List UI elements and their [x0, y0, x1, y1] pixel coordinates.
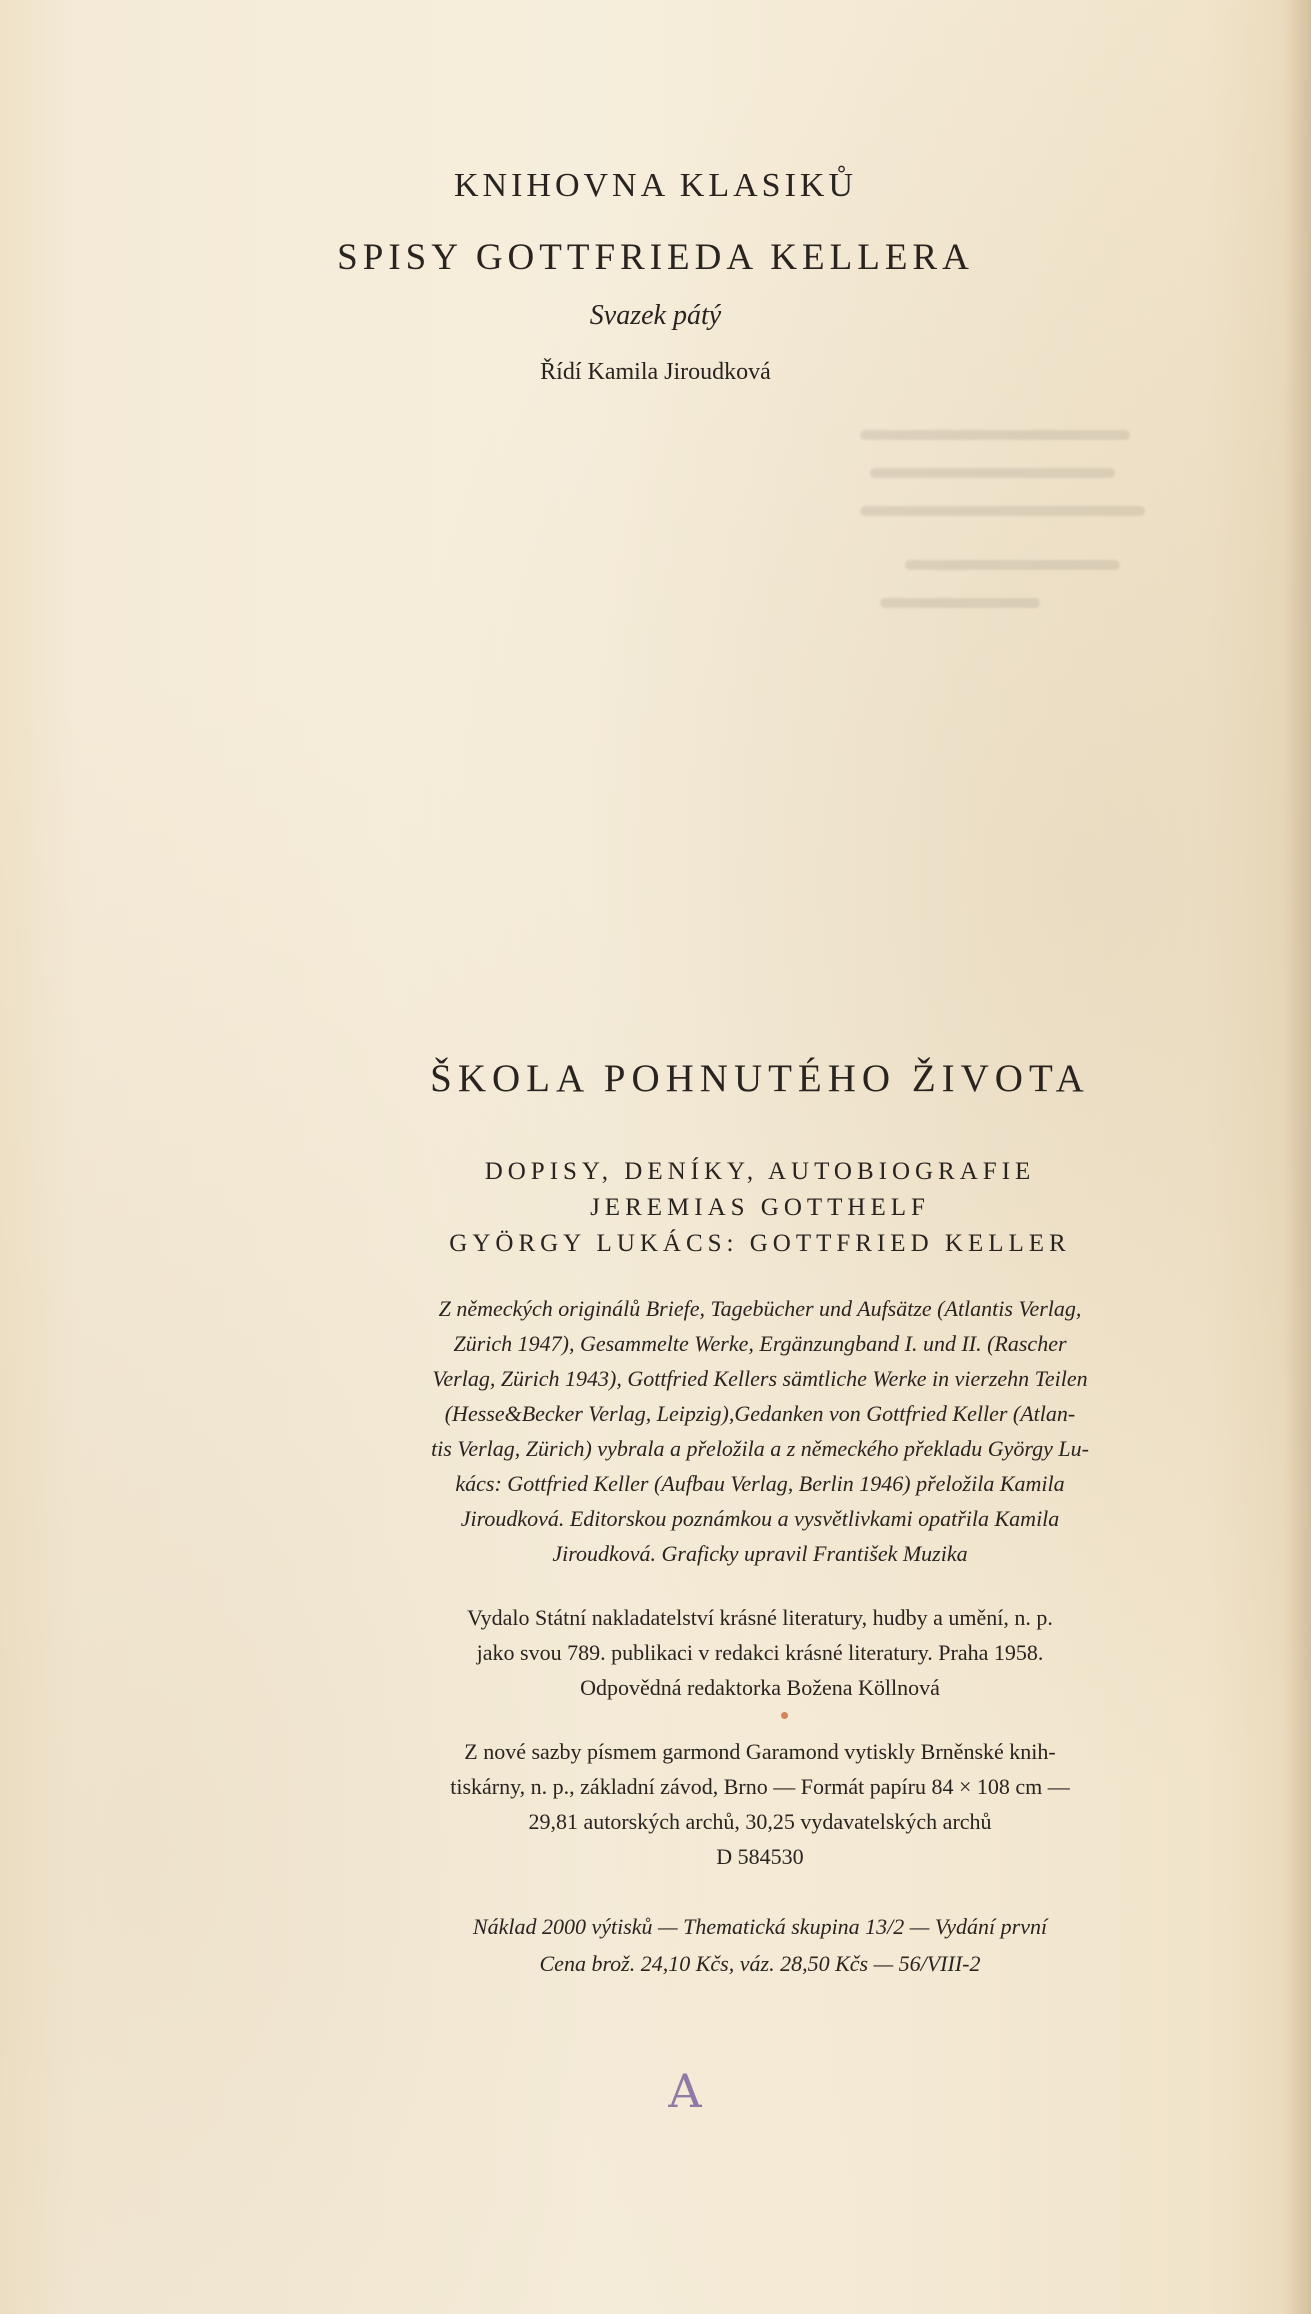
imprint-line: Vydalo Státní nakladatelství krásné literatury, hudby a umění, n. p. — [467, 1605, 1053, 1630]
series-editor: Řídí Kamila Jiroudková — [540, 359, 771, 385]
publisher-imprint — [380, 1600, 1140, 1705]
subtitle-lukacs: GYÖRGY LUKÁCS: GOTTFRIED KELLER — [449, 1230, 1071, 1257]
printing-info — [380, 1734, 1140, 1874]
show-through-text — [860, 410, 1160, 680]
credits-line: tis Verlag, Zürich) vybrala a přeložila a z německého překladu György Lu- — [431, 1436, 1089, 1461]
ink-spot — [781, 1712, 788, 1719]
credits-line: Z německých originálů Briefe, Tagebücher und Aufsätze (Atlantis Verlag, — [438, 1296, 1082, 1321]
subtitle-gotthelf: JEREMIAS GOTTHELF — [590, 1194, 930, 1221]
imprint-line: jako svou 789. publikaci v redakci krásné literatury. Praha 1958. — [476, 1640, 1044, 1665]
series-title: SPISY GOTTFRIEDA KELLERA — [337, 237, 974, 278]
stamp-a-mark: A — [668, 2064, 702, 2118]
subtitle-letters: DOPISY, DENÍKY, AUTOBIOGRAFIE — [484, 1158, 1036, 1185]
volume-title: Svazek pátý — [589, 300, 722, 331]
book-title: ŠKOLA POHNUTÉHO ŽIVOTA — [430, 1057, 1090, 1100]
library-title: KNIHOVNA KLASIKŮ — [453, 167, 858, 204]
credits-line: Jiroudková. Graficky upravil František Muzika — [552, 1541, 968, 1566]
print-line: 29,81 autorských archů, 30,25 vydavatelských archů — [528, 1809, 992, 1834]
print-line: Z nové sazby písmem garmond Garamond vytiskly Brněnské knih- — [464, 1739, 1056, 1764]
credits-line: Verlag, Zürich 1943), Gottfried Kellers sämtliche Werke in vierzehn Teilen — [432, 1366, 1088, 1391]
credits-line: kács: Gottfried Keller (Aufbau Verlag, Berlin 1946) přeložila Kamila — [455, 1471, 1065, 1496]
page-edge-shadow — [1283, 0, 1311, 2314]
print-line: tiskárny, n. p., základní závod, Brno — Formát papíru 84 × 108 cm — — [450, 1774, 1070, 1799]
credits-line: Jiroudková. Editorskou poznámkou a vysvětlivkami opatřila Kamila — [460, 1506, 1060, 1531]
translation-credits — [380, 1291, 1140, 1571]
price-info: Cena brož. 24,10 Kčs, váz. 28,50 Kčs — 56/VIII-2 — [539, 1951, 981, 1976]
edition-info: Náklad 2000 výtisků — Thematická skupina 13/2 — Vydání první — [472, 1914, 1048, 1939]
print-line: D 584530 — [716, 1844, 804, 1869]
imprint-line: Odpovědná redaktorka Božena Köllnová — [580, 1675, 940, 1700]
credits-line: (Hesse&Becker Verlag, Leipzig),Gedanken von Gottfried Keller (Atlan- — [444, 1401, 1076, 1426]
credits-line: Zürich 1947), Gesammelte Werke, Ergänzungband I. und II. (Rascher — [453, 1331, 1067, 1356]
